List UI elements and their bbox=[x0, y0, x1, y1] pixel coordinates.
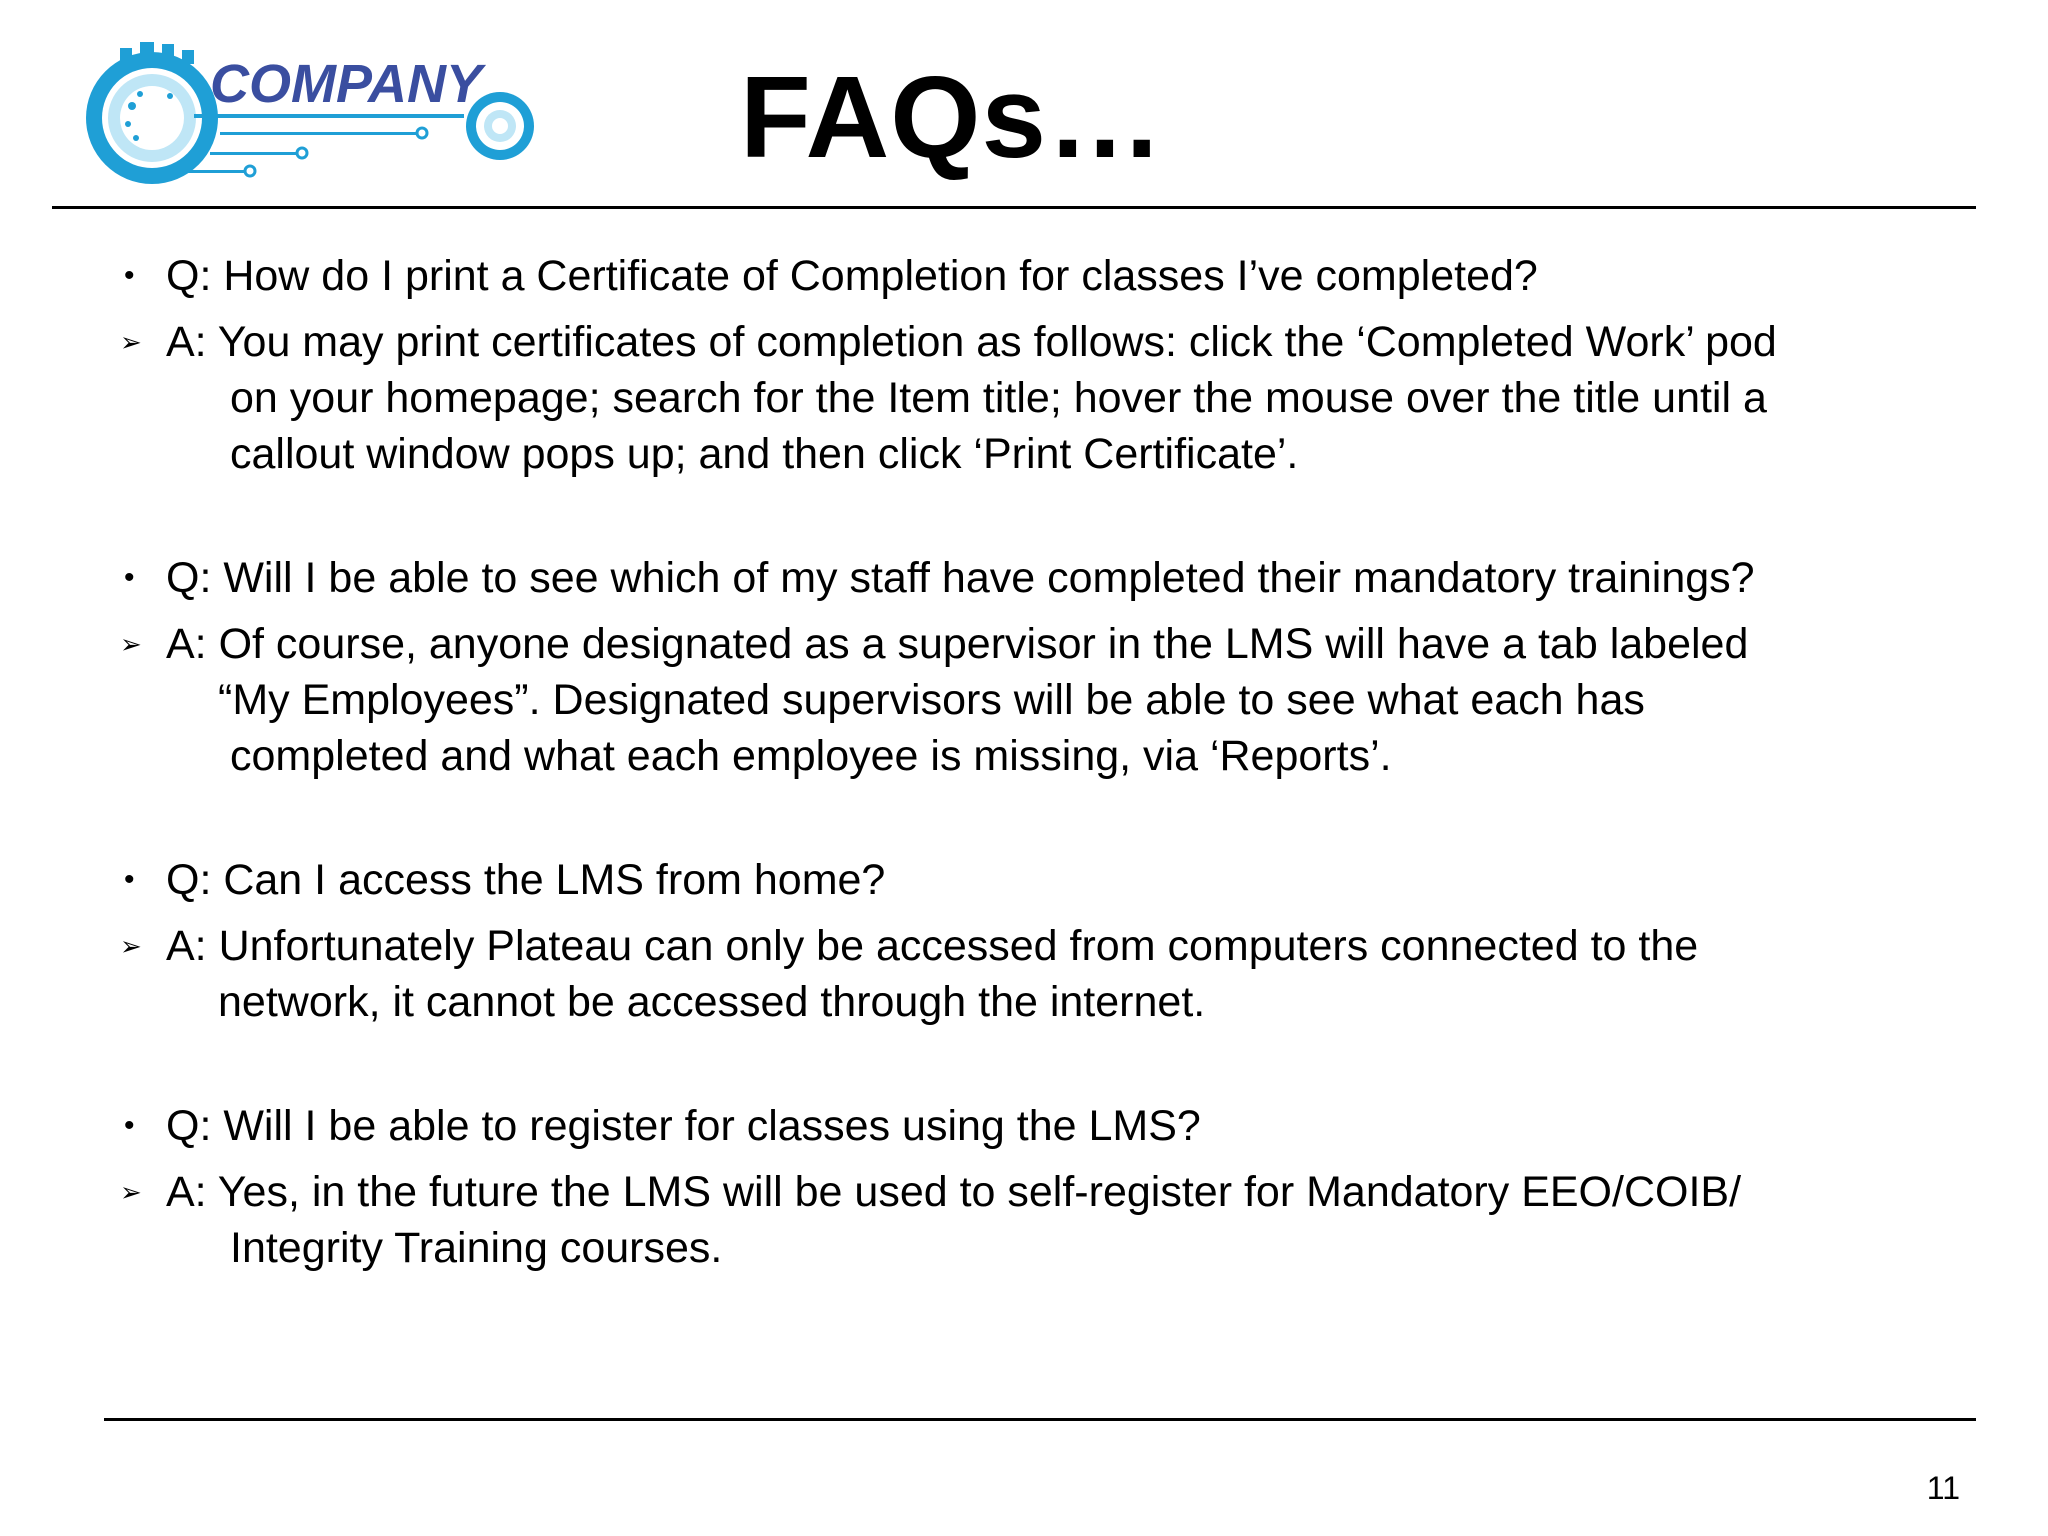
faq-list bbox=[120, 248, 1980, 1344]
company-logo-text: COMPANY bbox=[210, 54, 483, 114]
faq-question bbox=[120, 1098, 1980, 1154]
bullet-icon: • bbox=[124, 1109, 135, 1142]
faq-item bbox=[120, 1098, 1980, 1276]
arrow-bullet-icon: ➢ bbox=[120, 629, 142, 659]
answer-line: on your homepage; search for the Item title; hover the mouse over the title until a bbox=[230, 374, 1767, 422]
faq-answer bbox=[120, 314, 1980, 482]
answer-line: callout window pops up; and then click ‘Print Certificate’. bbox=[230, 430, 1299, 478]
faq-question bbox=[120, 852, 1980, 908]
arrow-bullet-icon: ➢ bbox=[120, 1177, 142, 1207]
bullet-icon: • bbox=[124, 863, 135, 896]
faq-answer bbox=[120, 918, 1980, 1030]
company-logo bbox=[70, 36, 570, 196]
answer-line: Integrity Training courses. bbox=[230, 1224, 723, 1272]
question-text: Q: Will I be able to see which of my staff have completed their mandatory trainings? bbox=[166, 554, 1755, 602]
faq-item bbox=[120, 852, 1980, 1030]
answer-line: A: Unfortunately Plateau can only be accessed from computers connected to the bbox=[166, 922, 1699, 970]
bullet-icon: • bbox=[124, 259, 135, 292]
answer-line: network, it cannot be accessed through the internet. bbox=[218, 978, 1206, 1026]
top-divider bbox=[52, 206, 1976, 209]
faq-item bbox=[120, 248, 1980, 482]
answer-line: completed and what each employee is missing, via ‘Reports’. bbox=[230, 732, 1392, 780]
arrow-bullet-icon: ➢ bbox=[120, 931, 142, 961]
faq-answer bbox=[120, 1164, 1980, 1276]
answer-line: A: You may print certificates of completion as follows: click the ‘Completed Work’ pod bbox=[166, 318, 1777, 366]
answer-line: “My Employees”. Designated supervisors will be able to see what each has bbox=[218, 676, 1645, 724]
bullet-icon: • bbox=[124, 561, 135, 594]
page-number: 11 bbox=[1926, 1470, 1960, 1506]
question-text: Q: Can I access the LMS from home? bbox=[166, 856, 886, 904]
question-text: Q: How do I print a Certificate of Completion for classes I’ve completed? bbox=[166, 252, 1538, 300]
answer-line: A: Of course, anyone designated as a supervisor in the LMS will have a tab labeled bbox=[166, 620, 1749, 668]
arrow-bullet-icon: ➢ bbox=[120, 327, 142, 357]
question-text: Q: Will I be able to register for classes using the LMS? bbox=[166, 1102, 1201, 1150]
answer-line: A: Yes, in the future the LMS will be used to self-register for Mandatory EEO/COIB/ bbox=[166, 1168, 1742, 1216]
faq-answer bbox=[120, 616, 1980, 784]
faq-item bbox=[120, 550, 1980, 784]
slide-title: FAQs… bbox=[740, 52, 1164, 182]
faq-question bbox=[120, 550, 1980, 606]
bottom-divider bbox=[104, 1418, 1976, 1421]
faq-question bbox=[120, 248, 1980, 304]
company-logo-graphic bbox=[70, 36, 570, 196]
